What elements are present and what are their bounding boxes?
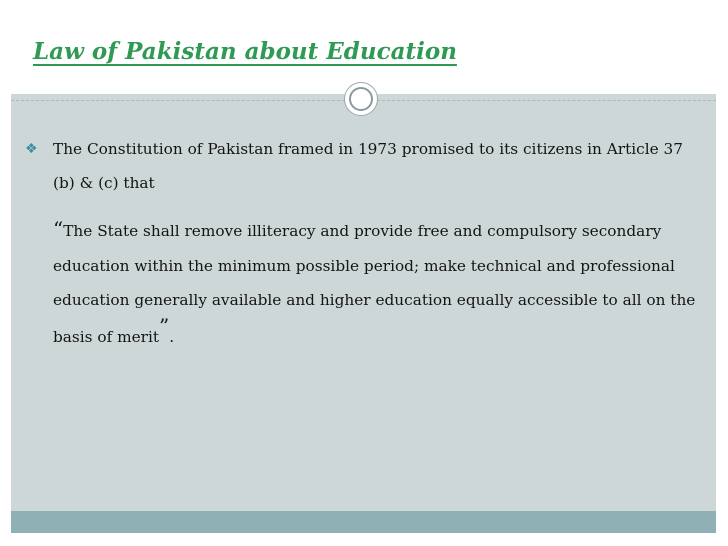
diamond-bullet-icon: ❖ [25,141,38,157]
open-quote-mark: “ [53,217,64,241]
bullet-text: The Constitution of Pakistan framed in 1973 promised to its citizens in Article 37 (b) & (c) that [53,140,684,192]
quote-text: The State shall remove illiteracy and provide free and compulsory secondary education within the minimum possible period; make technical and professional education generally available and higher education equally accessible to all on the basis of merit [53,222,696,346]
close-quote-mark: ” [159,313,170,338]
ring-inner [349,87,373,111]
slide-content [25,132,705,354]
slide-title: Law of Pakistan about Education [33,38,457,65]
slide [11,12,716,533]
quote-block [25,212,705,354]
footer-bar [11,511,716,533]
ring-ornament-icon [344,82,378,116]
bullet-item [25,132,705,200]
quote-end-punct: . [169,327,175,346]
